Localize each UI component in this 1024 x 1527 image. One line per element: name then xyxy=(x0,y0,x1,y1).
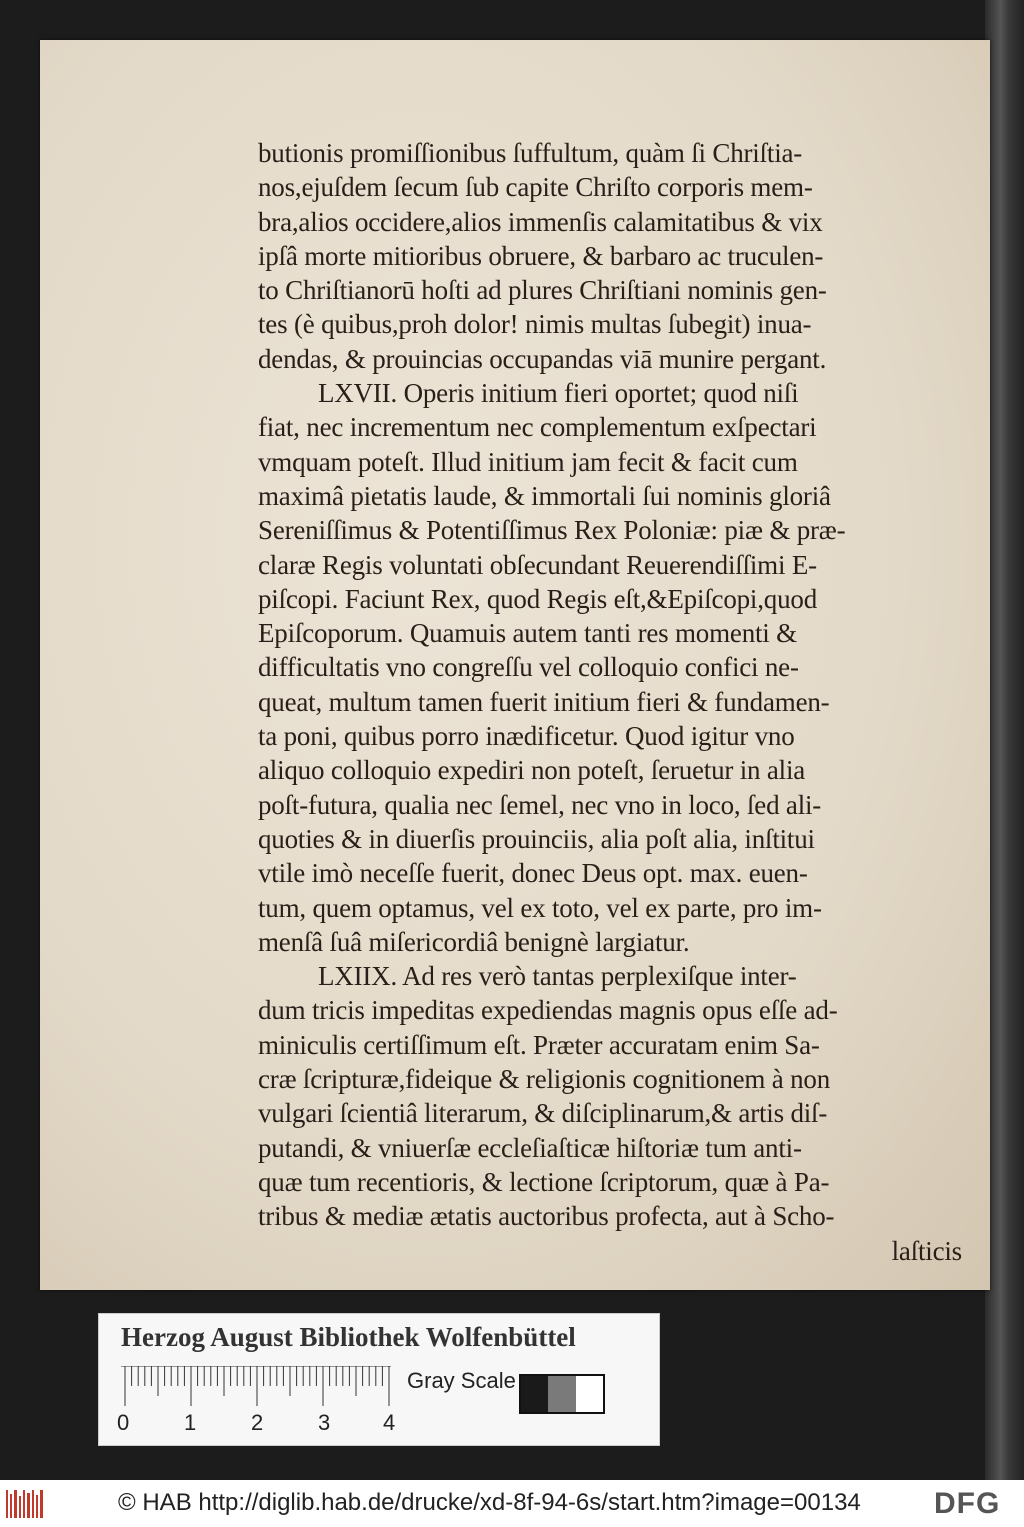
text-line: miniculis certiſſimum eſt. Præter accuratam enim Sa- xyxy=(258,1029,820,1060)
gray-scale-label: Gray Scale xyxy=(407,1368,516,1393)
footer-bar xyxy=(0,1480,1024,1527)
gray-swatch-light xyxy=(576,1376,603,1412)
text-line: dum tricis impeditas expediendas magnis opus eſſe ad- xyxy=(258,995,838,1026)
catchword: laſticis xyxy=(891,1235,962,1266)
book-spine xyxy=(985,0,1024,1480)
text-line: queat, multum tamen fuerit initium fieri & fundamen- xyxy=(258,686,830,717)
ruler-number: 1 xyxy=(184,1410,197,1435)
text-line: quæ tum recentioris, & lectione ſcriptorum, quæ à Pa- xyxy=(258,1166,830,1197)
text-line: ipſâ morte mitioribus obruere, & barbaro ac truculen- xyxy=(258,240,824,271)
book-page xyxy=(40,40,990,1290)
text-line: tribus & mediæ ætatis auctoribus profecta, aut à Scho- xyxy=(258,1201,835,1232)
ruler-number: 0 xyxy=(117,1410,130,1435)
library-name: Herzog August Bibliothek Wolfenbüttel xyxy=(121,1322,576,1352)
text-line: maximâ pietatis laude, & immortali ſui nominis gloriâ xyxy=(258,480,831,511)
text-line: poſt-futura, qualia nec ſemel, nec vno in loco, ſed ali- xyxy=(258,789,822,820)
gray-swatch-mid xyxy=(548,1376,575,1412)
text-line: vmquam poteſt. Illud initium jam fecit & facit cum xyxy=(258,446,798,477)
dfg-logo: DFG xyxy=(934,1487,1001,1520)
text-line: fiat, nec incrementum nec complementum exſpectari xyxy=(258,412,817,443)
text-line: butionis promiſſionibus ſuffultum, quàm ſi Chriſtia- xyxy=(258,138,803,168)
text-line: menſâ ſuâ miſericordiâ benignè largiatur. xyxy=(258,926,690,957)
color-reference-card xyxy=(98,1313,660,1446)
text-line: claræ Regis voluntati obſecundant Reuerendiſſimi E- xyxy=(258,549,817,580)
ruler-number: 4 xyxy=(383,1410,396,1435)
text-line: difficultatis vno congreſſu vel colloquio confici ne- xyxy=(258,652,799,683)
copyright-url[interactable]: © HAB http://diglib.hab.de/drucke/xd-8f-94-6s/start.htm?image=00134 xyxy=(118,1489,861,1516)
text-line: bra,alios occidere,alios immenſis calamitatibus & vix xyxy=(258,206,823,237)
hab-barcode-logo-icon xyxy=(6,1488,46,1520)
text-line: Epiſcoporum. Quamuis autem tanti res momenti & xyxy=(258,618,797,649)
text-line: nos,ejuſdem ſecum ſub capite Chriſto corporis mem- xyxy=(258,172,813,203)
text-line: dendas, & prouincias occupandas viā munire pergant. xyxy=(258,343,827,374)
text-line: tes (è quibus,proh dolor! nimis multas ſubegit) inua- xyxy=(258,309,812,340)
text-line: to Chriſtianorū hoſti ad plures Chriſtiani nominis gen- xyxy=(258,275,827,306)
text-line: aliquo colloquio expediri non poteſt, ſeruetur in alia xyxy=(258,755,806,786)
section-lxvii-heading: LXVII. Operis initium fieri oportet; quod niſi xyxy=(318,378,799,409)
text-line: vulgari ſcientiâ literarum, & diſciplinarum,& artis diſ- xyxy=(258,1098,828,1129)
page-text xyxy=(258,136,970,1268)
text-line: vtile imò neceſſe fuerit, donec Deus opt. max. euen- xyxy=(258,858,808,889)
text-line: piſcopi. Faciunt Rex, quod Regis eſt,&Epiſcopi,quod xyxy=(258,583,817,614)
gray-scale-swatches xyxy=(519,1374,605,1414)
text-line: quoties & in diuerſis prouinciis, alia poſt alia, inſtitui xyxy=(258,823,815,854)
ruler-number: 2 xyxy=(251,1410,264,1435)
text-line: Sereniſſimus & Potentiſſimus Rex Poloniæ: piæ & præ- xyxy=(258,515,846,546)
text-line: putandi, & vniuerſæ eccleſiaſticæ hiſtoriæ tum anti- xyxy=(258,1132,802,1163)
text-line: cræ ſcripturæ,fideique & religionis cognitionem à non xyxy=(258,1064,831,1095)
text-line: tum, quem optamus, vel ex toto, vel ex parte, pro im- xyxy=(258,892,822,923)
ruler-number: 3 xyxy=(318,1410,331,1435)
gray-swatch-dark xyxy=(521,1376,548,1412)
section-lxiix-heading: LXIIX. Ad res verò tantas perplexiſque inter- xyxy=(318,961,797,992)
text-line: ta poni, quibus porro inædificetur. Quod igitur vno xyxy=(258,721,795,752)
